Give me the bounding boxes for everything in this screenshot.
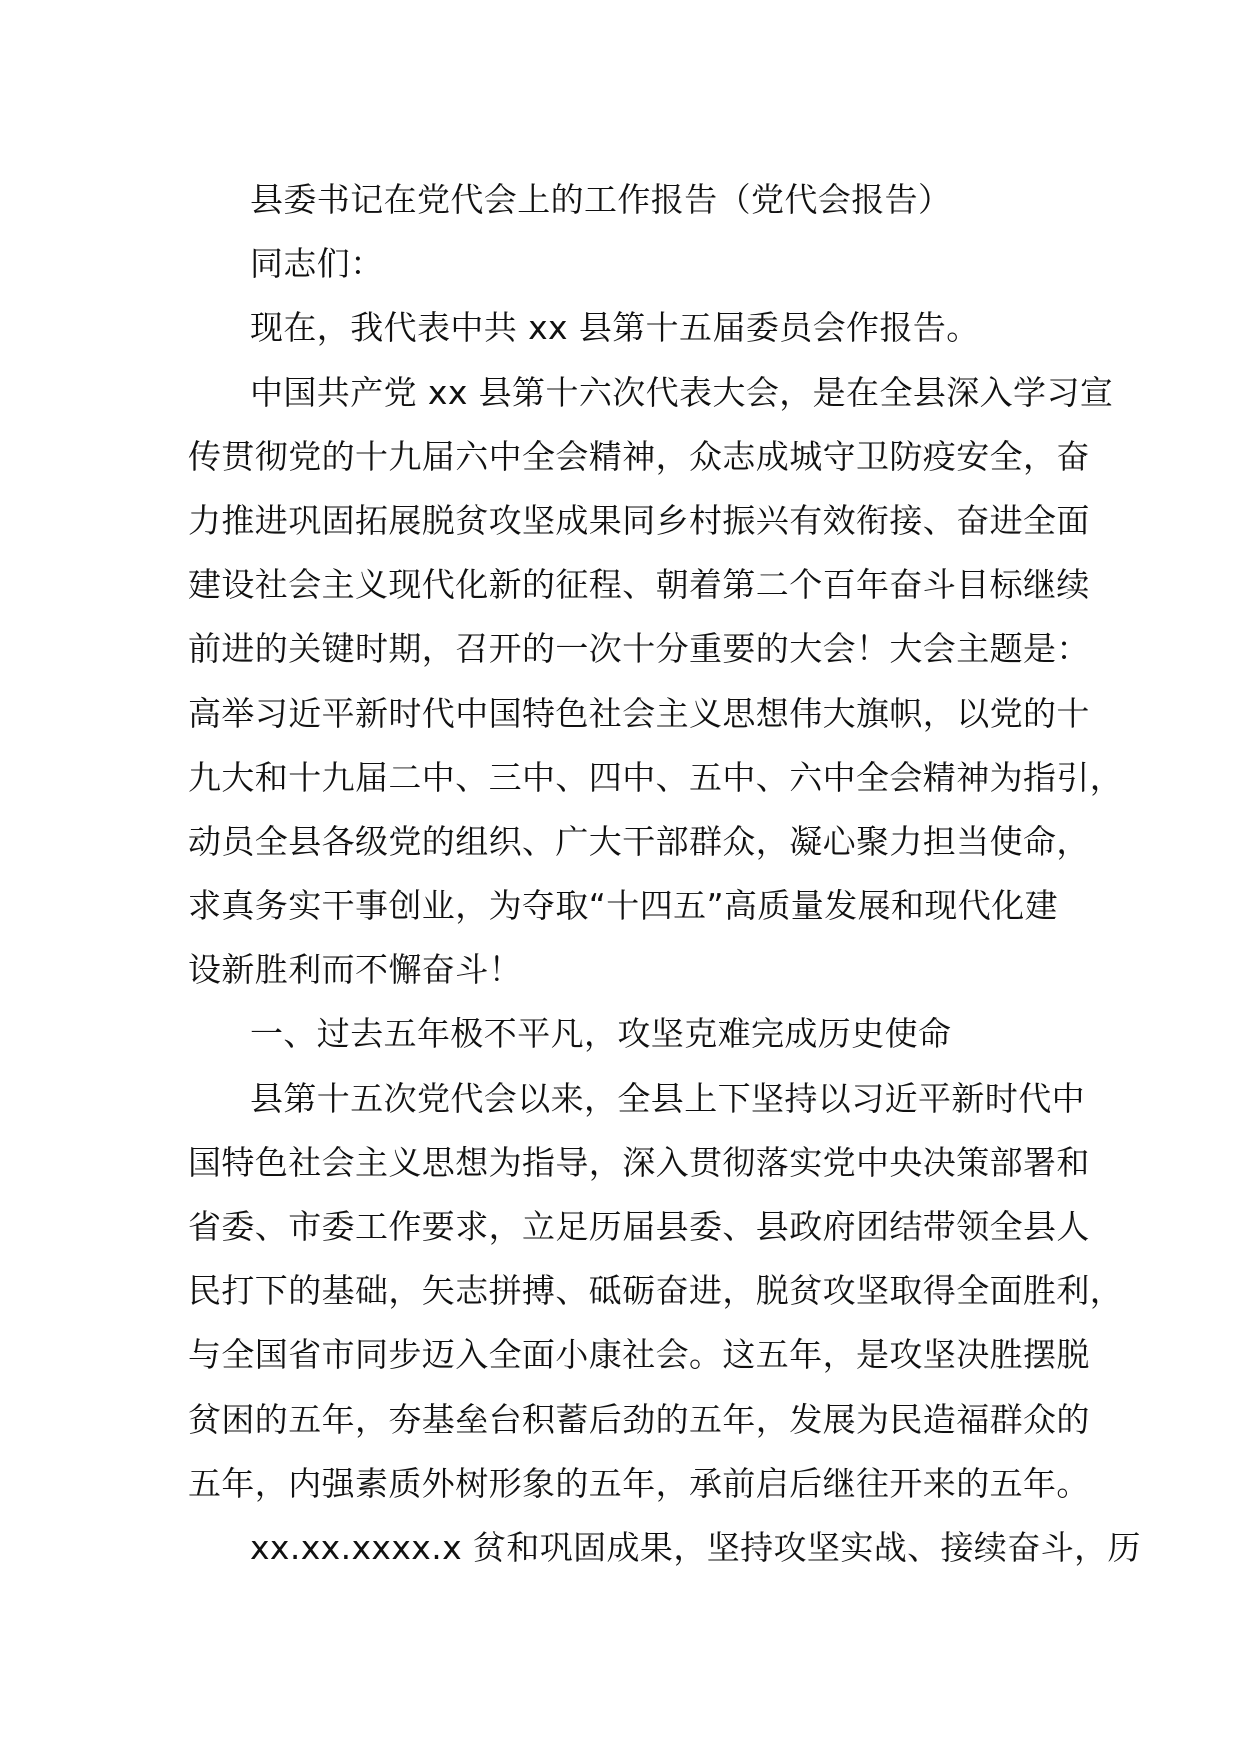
paragraph-line: 设新胜利而不懈奋斗！	[188, 950, 522, 990]
document-body	[188, 168, 1141, 1580]
paragraph-line: 与全国省市同步迈入全面小康社会。这五年，是攻坚决胜摆脱	[188, 1335, 1090, 1375]
paragraph-line: 民打下的基础，矢志拼搏、砥砺奋进，脱贫攻坚取得全面胜利，	[188, 1271, 1124, 1311]
paragraph-line: 力推进巩固拓展脱贫攻坚成果同乡村振兴有效衔接、奋进全面	[188, 500, 1090, 540]
paragraph-line: 国特色社会主义思想为指导，深入贯彻落实党中央决策部署和	[188, 1142, 1090, 1182]
paragraph-line: 传贯彻党的十九届六中全会精神，众志成城守卫防疫安全，奋	[188, 436, 1090, 476]
paragraph-line: 建设社会主义现代化新的征程、朝着第二个百年奋斗目标继续	[188, 565, 1090, 605]
document-title: 县委书记在党代会上的工作报告（党代会报告）	[250, 180, 952, 219]
paragraph-line: 前进的关键时期，召开的一次十分重要的大会！大会主题是：	[188, 629, 1090, 669]
paragraph-line: 省委、市委工作要求，立足历届县委、县政府团结带领全县人	[188, 1207, 1090, 1246]
paragraph-line: 高举习近平新时代中国特色社会主义思想伟大旗帜，以党的十	[188, 693, 1090, 733]
paragraph-line: 求真务实干事创业，为夺取“十四五”高质量发展和现代化建	[188, 886, 1058, 926]
salutation: 同志们：	[250, 244, 384, 284]
paragraph-line: 中国共产党 xx 县第十六次代表大会，是在全县深入学习宣	[250, 372, 1114, 412]
paragraph-line: 九大和十九届二中、三中、四中、五中、六中全会精神为指引，	[188, 757, 1124, 797]
paragraph-line: 贫困的五年，夯基垒台积蓄后劲的五年，发展为民造福群众的	[188, 1399, 1090, 1439]
section-heading: 一、过去五年极不平凡，攻坚克难完成历史使命	[250, 1014, 952, 1054]
paragraph-line: 五年，内强素质外树形象的五年，承前启后继往开来的五年。	[188, 1463, 1090, 1503]
paragraph-line: 现在，我代表中共 xx 县第十五届委员会作报告。	[250, 308, 980, 348]
paragraph-line: 县第十五次党代会以来，全县上下坚持以习近平新时代中	[250, 1078, 1085, 1118]
paragraph-line: xx.xx.xxxx.x 贫和巩固成果，坚持攻坚实战、接续奋斗，历	[250, 1527, 1141, 1567]
paragraph-line: 动员全县各级党的组织、广大干部群众，凝心聚力担当使命，	[188, 821, 1090, 861]
